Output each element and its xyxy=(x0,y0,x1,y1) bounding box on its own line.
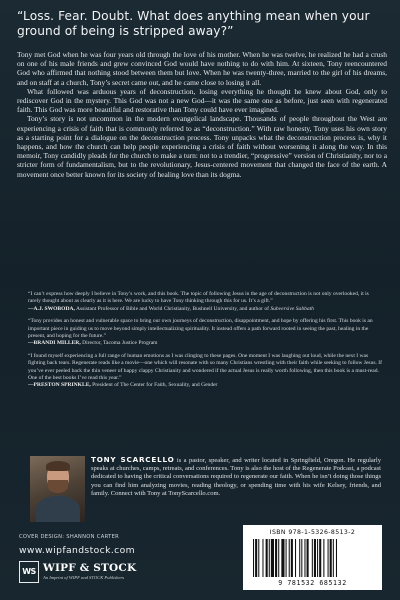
barcode-bar xyxy=(258,539,259,577)
author-photo-shirt xyxy=(36,496,80,522)
endorsement xyxy=(28,353,382,390)
barcode-bar xyxy=(295,539,296,577)
barcode-bar xyxy=(278,539,279,577)
barcode-bar xyxy=(275,539,277,577)
endorser-title: Assistant Professor of Bible and World Christianity, Bushnell University, and author of xyxy=(75,305,271,312)
barcode-bar xyxy=(328,539,329,577)
endorsement xyxy=(28,291,382,313)
description-paragraph: Tony met God when he was four years old through the love of his mother. When he was twelve, he realized he had a crush on one of his male friends and grew convinced God would have nothing to do with him. At sixteen, Tony reencountered God who affirmed that nothing stood between them but love. When he was twenty-three, married to the girl of his dreams, and on staff at a church, Tony’s secret came out, and he came close to losing it all. xyxy=(17,50,387,87)
book-description xyxy=(17,50,387,179)
endorser-title: Director, Tacoma Justice Program xyxy=(82,340,158,347)
barcode-bar xyxy=(314,539,316,577)
barcode-bar xyxy=(317,539,318,577)
endorser-book-title: Subversive Sabbath xyxy=(270,305,314,312)
endorsement-quote: “I can’t express how deeply I believe in Tony’s work, and this book. The topic of following Jesus in the age of deconstruction is not only overlooked, it is rarely thought about as clearly as it is here. We are lucky to have Tony thinking through this for us. It’s a gift.” xyxy=(28,291,369,305)
publisher-logo-icon: WS xyxy=(19,561,39,583)
barcode-bar xyxy=(299,539,300,577)
barcode-bar xyxy=(269,539,270,577)
isbn-barcode xyxy=(243,525,382,590)
cover-design-credit: COVER DESIGN: SHANNON CARTER xyxy=(19,534,120,540)
endorsement-attribution xyxy=(28,306,382,313)
barcode-bar xyxy=(271,539,274,577)
barcode-bar xyxy=(333,539,334,577)
barcode-bar xyxy=(301,539,302,577)
author-bio xyxy=(91,456,381,498)
barcode-bar xyxy=(291,539,293,577)
endorser-name: —PRESTON SPRINKLE, xyxy=(28,382,91,389)
author-photo-hair xyxy=(46,461,70,471)
barcode-bar xyxy=(289,539,290,577)
endorsements xyxy=(28,291,382,395)
author-bio-text: is a pastor, speaker, and writer located in Springfield, Oregon. He regularly speaks at churches, camps, retreats, and conferences. Tony is also the host of the Regenerate Podcast, a podcast dedicated to having the critical conversations required to regenerate our faith. When he isn’t doing those things you can find him analyzing movies, reading theology, or spending time with his wife Kelsey, friends, and family. Connect with Tony at TonyScarcello.com. xyxy=(91,457,381,497)
barcode-bar xyxy=(253,539,254,577)
barcode-bar xyxy=(336,539,337,577)
author-photo xyxy=(30,456,85,522)
endorsement-quote: “Tony provides an honest and vulnerable space to bring our own journeys of deconstruction, disappointment, and hope by offering his first. This book is an important piece in guiding us to move beyond simply intellectualizing spirituality. It instead offers a path forward rooted in seeing the past, healing in the present, and hoping for the future.” xyxy=(28,318,373,340)
barcode-bar xyxy=(330,539,332,577)
publisher-block xyxy=(19,561,139,585)
endorser-name: —BRANDI MILLER, xyxy=(28,340,81,347)
barcode-icon xyxy=(253,539,372,577)
author-name: TONY SCARCELLO xyxy=(91,455,175,464)
endorsement-attribution xyxy=(28,340,382,347)
barcode-bar xyxy=(266,539,268,577)
hook-quote: “Loss. Fear. Doubt. What does anything mean when your ground of being is stripped away?” xyxy=(17,9,370,38)
barcode-bar xyxy=(281,539,284,577)
publisher-name: WIPF & STOCK xyxy=(43,562,137,574)
barcode-bar xyxy=(304,539,305,577)
barcode-bar xyxy=(319,539,321,577)
endorsement-quote: “I found myself experiencing a full range of human emotions as I was clinging to these pages. One moment I was laughing out loud, while the next I was fighting back tears. Regenerate reads like a movie—one which will resonate with so many Christians wrestling with their faith while seeking to follow Jesus. If you’ve ever peeled back the thin veneer of happy clappy Christianity and wondered if the actual Jesus is really worth following, then this book is a must-read. One of the best books I’ve read this year.” xyxy=(28,352,382,382)
author-photo-beard xyxy=(48,480,68,493)
barcode-bar xyxy=(255,539,257,577)
barcode-bar xyxy=(286,539,287,577)
endorsement xyxy=(28,318,382,348)
endorsement-attribution xyxy=(28,382,382,389)
isbn-label: ISBN 978-1-5326-8513-2 xyxy=(269,529,356,536)
barcode-bar xyxy=(262,539,263,577)
description-paragraph: Tony’s story is not uncommon in the modern evangelical landscape. Thousands of people throughout the West are experiencing a crisis of faith that is commonly referred to as “deconstruction.” With raw honesty, Tony uses his own story as a starting point for a dialogue on the deconstruction process. Tony unpacks what the deconstruction process is, why it happens, and how the church can help people experiencing a crisis of faith without worsening it along the way. In this memoir, Tony candidly pleads for the church to make a turn: not to a trendier, “progressive” version of Christianity, nor to a stricter form of fundamentalism, but to the revolutionary, Jesus-centered movement that changed the face of the earth. A movement once better known for its society of healing love than its dogma. xyxy=(17,114,387,179)
publisher-website: www.wipfandstock.com xyxy=(19,545,135,556)
endorser-title: President of The Center for Faith, Sexuality, and Gender xyxy=(92,382,218,389)
publisher-tagline: An Imprint of WIPF and STOCK Publishers xyxy=(43,575,125,580)
barcode-bar xyxy=(307,539,309,577)
barcode-digits: 9 781532 685132 xyxy=(278,579,347,587)
description-paragraph: What followed was arduous years of deconstruction, losing everything he thought he knew about God, only to rediscover God in the mystery. This God was not a new God—it was the same one as before, just seen with regenerated faith. This God was more beautiful and restorative than Tony could have ever imagined. xyxy=(17,86,387,115)
barcode-bar xyxy=(323,539,324,577)
endorser-name: —A.J. SWOBODA, xyxy=(28,305,75,312)
barcode-bar xyxy=(312,539,313,577)
